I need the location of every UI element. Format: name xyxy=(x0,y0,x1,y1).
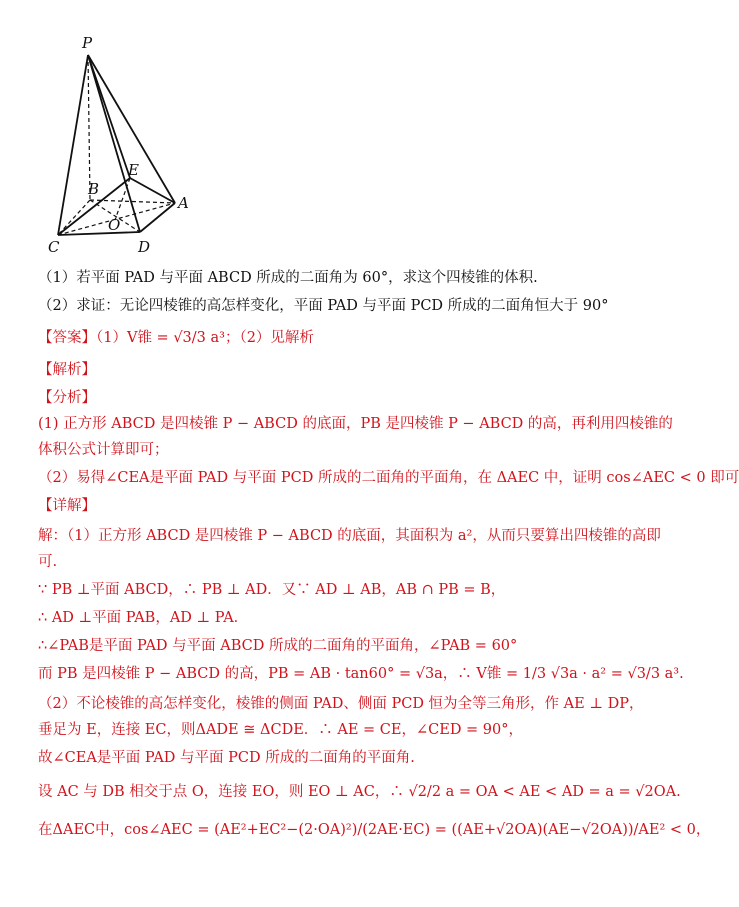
label-E: E xyxy=(128,161,139,179)
edge-CD xyxy=(58,232,140,235)
section-jiexi: 【解析】 xyxy=(38,362,96,378)
label-P: P xyxy=(82,34,93,52)
question-1: （1）若平面 PAD 与平面 ABCD 所成的二面角为 60°，求这个四棱锥的体积. xyxy=(38,270,538,286)
detail-line-1: 解：（1）正方形 ABCD 是四棱锥 P − ABCD 的底面，其面积为 a²，从而只要算出四棱锥的高即 xyxy=(38,528,661,544)
detail-line-9: 故∠CEA是平面 PAD 与平面 PCD 所成的二面角的平面角. xyxy=(38,750,415,766)
detail-line-8: 垂足为 E，连接 EC，则ΔADE ≅ ΔCDE．∴ AE = CE，∠CED = 90°， xyxy=(38,722,524,738)
label-A: A xyxy=(178,194,189,212)
detail-line-4: ∴ AD ⊥平面 PAB，AD ⊥ PA． xyxy=(38,610,249,626)
detail-line-3: ∵ PB ⊥平面 ABCD，∴ PB ⊥ AD．又∵ AD ⊥ AB，AB ∩ PB = B， xyxy=(38,582,506,598)
label-D: D xyxy=(138,238,151,256)
detail-line-11: 在ΔAEC中，cos∠AEC = (AE²+EC²−(2·OA)²)/(2AE·EC) = ((AE+√2OA)(AE−√2OA))/AE² < 0， xyxy=(38,822,711,838)
question-2: （2）求证：无论四棱锥的高怎样变化，平面 PAD 与平面 PCD 所成的二面角恒大于 90° xyxy=(38,298,609,314)
analysis-line-2: 体积公式计算即可； xyxy=(38,442,169,458)
detail-line-10: 设 AC 与 DB 相交于点 O，连接 EO，则 EO ⊥ AC，∴ √2/2 a = OA < AE < AD = a = √2OA. xyxy=(38,784,681,800)
label-C: C xyxy=(48,238,60,256)
detail-line-5: ∴∠PAB是平面 PAD 与平面 ABCD 所成的二面角的平面角，∠PAB = 60° xyxy=(38,638,518,654)
analysis-line-1: (1) 正方形 ABCD 是四棱锥 P − ABCD 的底面，PB 是四棱锥 P − ABCD 的高，再利用四棱锥的 xyxy=(38,416,673,432)
edge-DA xyxy=(140,203,175,232)
detail-line-7: （2）不论棱锥的高怎样变化，棱锥的侧面 PAD、侧面 PCD 恒为全等三角形，作 AE ⊥ DP， xyxy=(38,696,644,712)
label-B: B xyxy=(88,180,100,198)
section-fenxi: 【分析】 xyxy=(38,390,96,406)
answer-line: 【答案】（1）V锥 = √3/3 a³；（2）见解析 xyxy=(38,330,314,346)
detail-line-6: 而 PB 是四棱锥 P − ABCD 的高，PB = AB · tan60° = √3a，∴ V锥 = 1/3 √3a · a² = √3/3 a³. xyxy=(38,666,684,682)
pyramid-figure xyxy=(30,30,230,260)
label-O: O xyxy=(108,216,121,234)
edge-PB xyxy=(88,55,90,200)
section-xiangjie: 【详解】 xyxy=(38,498,96,514)
detail-line-2: 可. xyxy=(38,554,58,570)
analysis-line-3: （2）易得∠CEA是平面 PAD 与平面 PCD 所成的二面角的平面角，在 ΔAEC 中，证明 cos∠AEC < 0 即可 xyxy=(38,470,739,486)
edge-PC xyxy=(58,55,88,235)
edge-PA xyxy=(88,55,175,203)
